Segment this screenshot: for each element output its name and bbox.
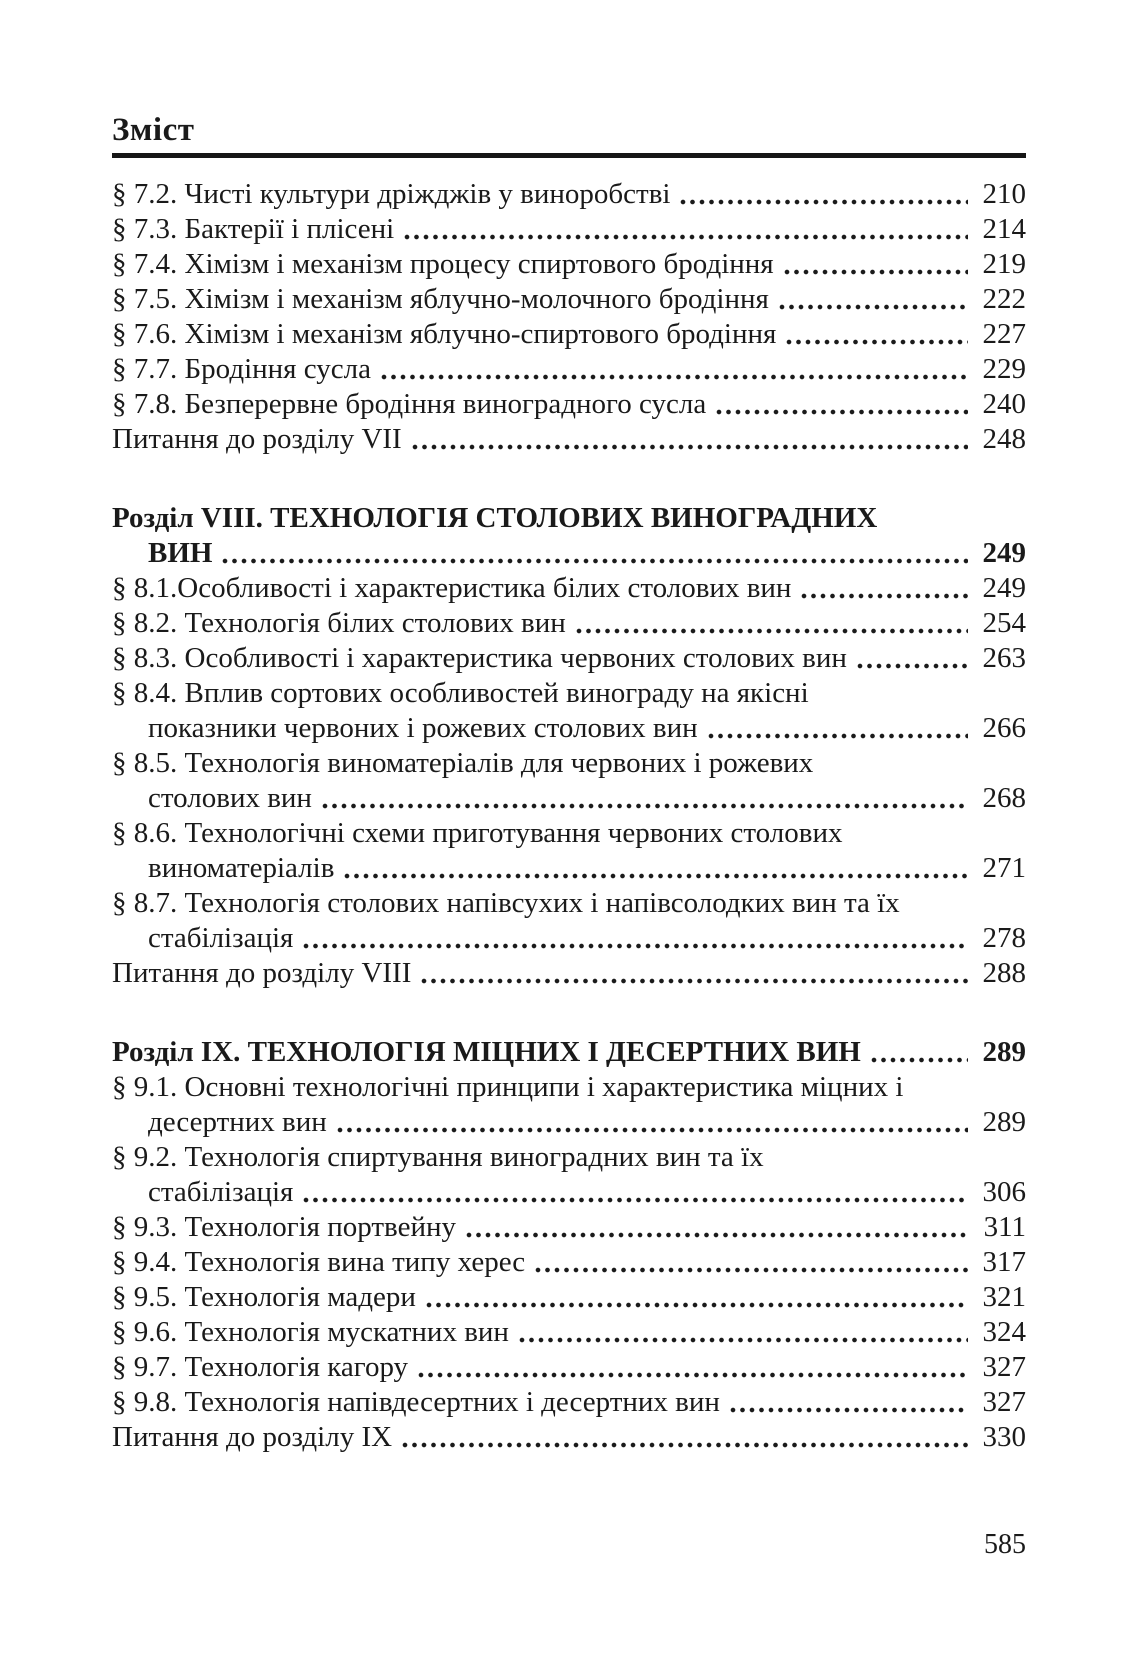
toc-page-number: 240 — [982, 388, 1026, 420]
toc-entry-text: Розділ IX. ТЕХНОЛОГІЯ МІЦНИХ І ДЕСЕРТНИХ ВИН — [112, 1036, 861, 1068]
toc-row — [112, 317, 1026, 352]
toc-entry-text: § 7.2. Чисті культури дріжджів у виноробстві — [112, 178, 671, 210]
page-title: Зміст — [112, 112, 195, 148]
dot-leader — [420, 977, 968, 985]
toc-row — [112, 1350, 1026, 1385]
dot-leader — [221, 557, 968, 565]
toc-entry-text: § 9.1. Основні технологічні принципи і характеристика міцних і — [112, 1071, 904, 1103]
dot-leader — [785, 338, 968, 346]
toc-page-number: 288 — [982, 957, 1026, 989]
toc-row — [112, 247, 1026, 282]
dot-leader — [783, 268, 968, 276]
toc-page-number: 266 — [982, 712, 1026, 744]
toc-entry-text: стабілізація — [148, 922, 294, 954]
dot-leader — [679, 198, 968, 206]
toc-page-number: 289 — [982, 1036, 1026, 1068]
dot-leader — [336, 1126, 968, 1134]
toc-row — [112, 1035, 1026, 1070]
toc-row — [112, 886, 1026, 921]
toc-page-number: 327 — [982, 1386, 1026, 1418]
toc-row — [112, 1245, 1026, 1280]
toc-row — [112, 851, 1026, 886]
toc-page-number: 324 — [982, 1316, 1026, 1348]
toc-page-number: 229 — [982, 353, 1026, 385]
toc-row — [112, 571, 1026, 606]
title-rule-divider — [112, 153, 1026, 158]
toc-entry-text: § 9.2. Технологія спиртування виноградних вин та їх — [112, 1141, 764, 1173]
toc-page-number: 254 — [982, 607, 1026, 639]
toc-row — [112, 781, 1026, 816]
toc-entry-text: § 9.8. Технологія напівдесертних і десертних вин — [112, 1386, 720, 1418]
toc-row — [112, 641, 1026, 676]
toc-page-number: 289 — [982, 1106, 1026, 1138]
toc-entry-text: § 7.6. Хімізм і механізм яблучно-спиртового бродіння — [112, 318, 777, 350]
toc-entry-text: Питання до розділу IX — [112, 1421, 393, 1453]
dot-leader — [856, 662, 968, 670]
toc-row — [112, 816, 1026, 851]
toc-row — [112, 501, 1026, 536]
toc-page-number: 271 — [982, 852, 1026, 884]
dot-leader — [575, 627, 968, 635]
toc-page-number: 311 — [983, 1211, 1026, 1243]
toc-entry-text: § 7.3. Бактерії і плісені — [112, 213, 395, 245]
toc-row — [112, 1210, 1026, 1245]
toc-page-number: 249 — [982, 572, 1026, 604]
toc-entry-text: § 8.3. Особливості і характеристика червоних столових вин — [112, 642, 847, 674]
toc-page-number: 219 — [982, 248, 1026, 280]
dot-leader — [715, 408, 968, 416]
toc-entry-text: стабілізація — [148, 1176, 294, 1208]
toc-entry-text: § 9.4. Технологія вина типу херес — [112, 1246, 526, 1278]
toc-row — [112, 1315, 1026, 1350]
dot-leader — [800, 592, 968, 600]
toc-page-number: 248 — [982, 423, 1026, 455]
toc-row — [112, 422, 1026, 457]
toc-row — [112, 1070, 1026, 1105]
dot-leader — [425, 1301, 968, 1309]
toc-entry-text: § 7.7. Бродіння сусла — [112, 353, 371, 385]
toc-page-number: 330 — [982, 1421, 1026, 1453]
toc-entry-text: десертних вин — [148, 1106, 327, 1138]
dot-leader — [707, 732, 968, 740]
toc-entry-text: § 8.2. Технологія білих столових вин — [112, 607, 566, 639]
toc-entry-text: § 9.6. Технологія мускатних вин — [112, 1316, 509, 1348]
toc-page-number: 222 — [982, 283, 1026, 315]
toc-row — [112, 676, 1026, 711]
dot-leader — [518, 1336, 968, 1344]
toc-entry-text: Питання до розділу VIII — [112, 957, 412, 989]
toc-page-number: 317 — [982, 1246, 1026, 1278]
toc-group — [112, 177, 1026, 457]
toc-entry-text: § 9.5. Технологія мадери — [112, 1281, 416, 1313]
toc-page-number: 263 — [982, 642, 1026, 674]
dot-leader — [534, 1266, 968, 1274]
dot-leader — [417, 1371, 968, 1379]
toc-row — [112, 1175, 1026, 1210]
dot-leader — [380, 373, 968, 381]
toc-row — [112, 387, 1026, 422]
folio-page-number: 585 — [984, 1529, 1026, 1560]
toc-row — [112, 282, 1026, 317]
toc-entry-text: § 9.7. Технологія кагору — [112, 1351, 409, 1383]
toc-entry-text: виноматеріалів — [148, 852, 335, 884]
toc-row — [112, 606, 1026, 641]
toc-entry-text: § 7.4. Хімізм і механізм процесу спиртового бродіння — [112, 248, 774, 280]
dot-leader — [778, 303, 968, 311]
toc-entry-text: показники червоних і рожевих столових вин — [148, 712, 698, 744]
toc-row — [112, 746, 1026, 781]
toc-row — [112, 352, 1026, 387]
dot-leader — [870, 1056, 968, 1064]
dot-leader — [343, 872, 968, 880]
toc-entry-text: Питання до розділу VII — [112, 423, 402, 455]
dot-leader — [302, 942, 968, 950]
toc-entry-text: ВИН — [148, 537, 213, 569]
toc-entry-text: § 7.8. Безперервне бродіння виноградного сусла — [112, 388, 707, 420]
toc-row — [112, 921, 1026, 956]
toc-entry-text: Розділ VIII. ТЕХНОЛОГІЯ СТОЛОВИХ ВИНОГРАДНИХ — [112, 502, 878, 534]
dot-leader — [302, 1196, 968, 1204]
dot-leader — [321, 802, 968, 810]
toc-group — [112, 501, 1026, 991]
toc-row — [112, 711, 1026, 746]
page-content — [112, 0, 1026, 1455]
dot-leader — [729, 1406, 968, 1414]
toc-row — [112, 177, 1026, 212]
toc-row — [112, 536, 1026, 571]
toc-list — [112, 177, 1026, 1455]
toc-entry-text: § 8.4. Вплив сортових особливостей винограду на якісні — [112, 677, 809, 709]
toc-page-number: 306 — [982, 1176, 1026, 1208]
toc-entry-text: § 8.5. Технологія виноматеріалів для червоних і рожевих — [112, 747, 814, 779]
toc-page-number: 249 — [982, 537, 1026, 569]
toc-entry-text: § 8.7. Технологія столових напівсухих і напівсолодких вин та їх — [112, 887, 900, 919]
dot-leader — [401, 1441, 968, 1449]
toc-page-number: 321 — [982, 1281, 1026, 1313]
toc-page-number: 278 — [982, 922, 1026, 954]
toc-entry-text: § 8.6. Технологічні схеми приготування червоних столових — [112, 817, 843, 849]
toc-page-number: 327 — [982, 1351, 1026, 1383]
toc-page-number: 268 — [982, 782, 1026, 814]
toc-row — [112, 212, 1026, 247]
dot-leader — [465, 1231, 968, 1239]
dot-leader — [411, 443, 968, 451]
toc-row — [112, 1385, 1026, 1420]
toc-page-number: 210 — [982, 178, 1026, 210]
toc-entry-text: § 9.3. Технологія портвейну — [112, 1211, 456, 1243]
dot-leader — [403, 233, 968, 241]
toc-page-number: 227 — [982, 318, 1026, 350]
toc-row — [112, 1140, 1026, 1175]
toc-group — [112, 1035, 1026, 1455]
toc-entry-text: столових вин — [148, 782, 312, 814]
toc-entry-text: § 7.5. Хімізм і механізм яблучно-молочного бродіння — [112, 283, 769, 315]
toc-row — [112, 1280, 1026, 1315]
toc-row — [112, 1105, 1026, 1140]
toc-page-number: 214 — [982, 213, 1026, 245]
toc-row — [112, 1420, 1026, 1455]
toc-entry-text: § 8.1.Особливості і характеристика білих столових вин — [112, 572, 792, 604]
toc-row — [112, 956, 1026, 991]
